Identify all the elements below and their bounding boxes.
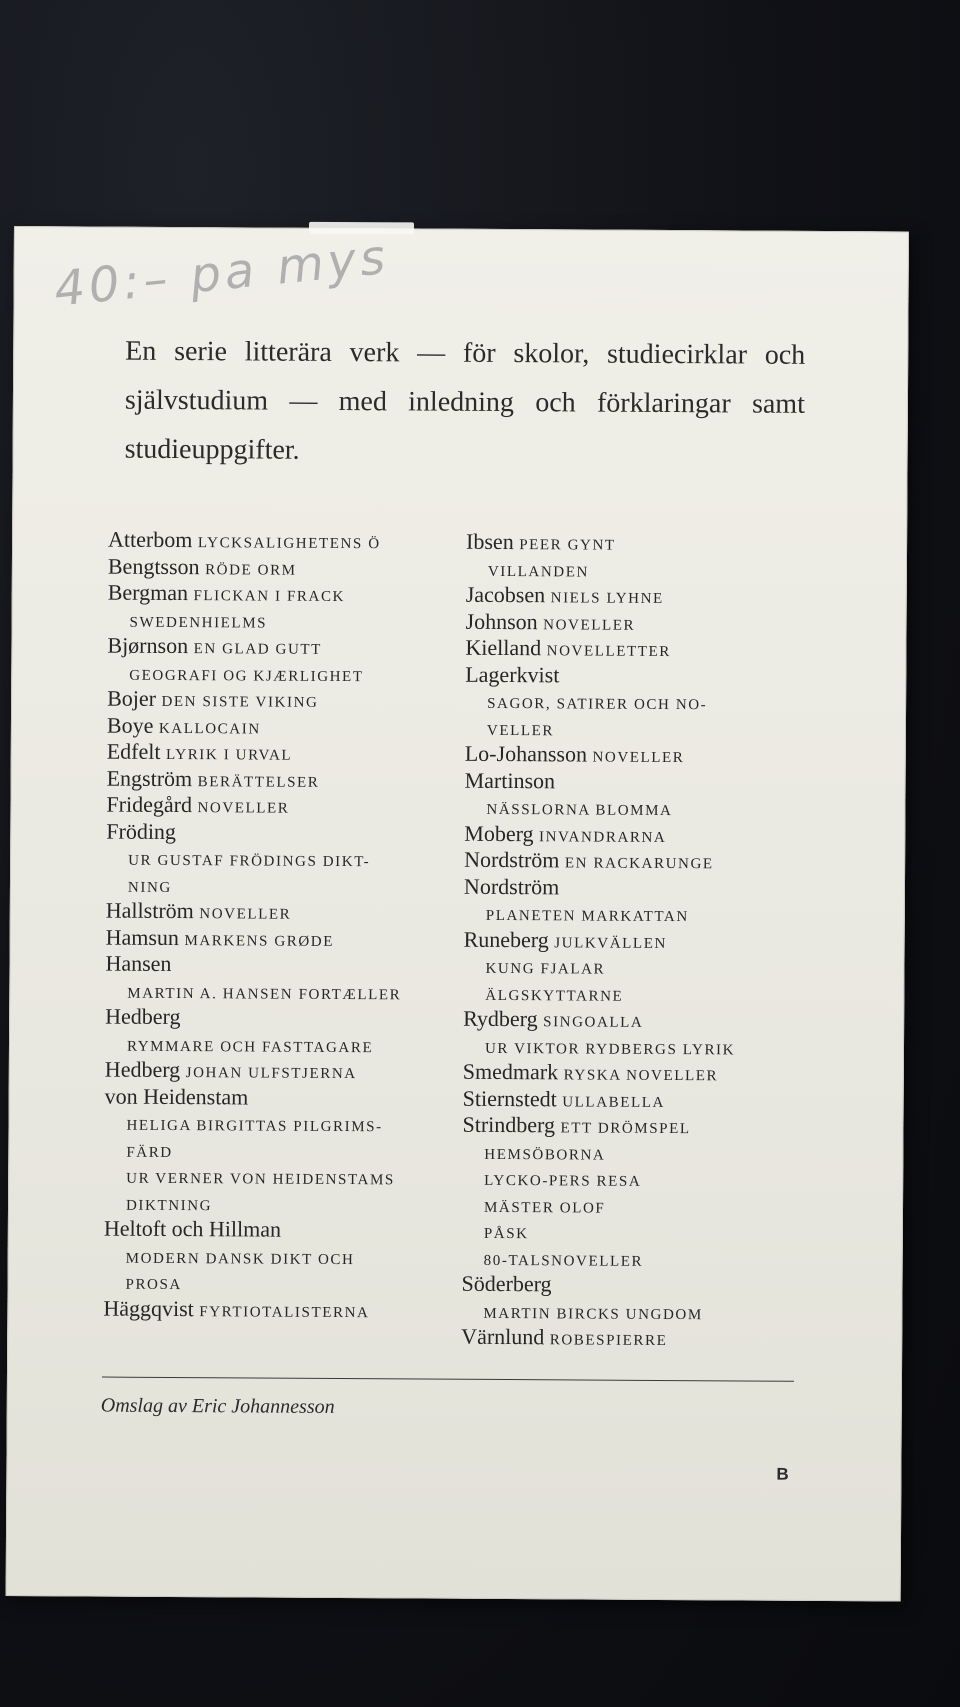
- title-entry: [462, 1218, 792, 1247]
- book-title: SAGOR, SATIRER OCH NO-: [487, 695, 708, 714]
- title-entry: [107, 686, 447, 715]
- title-entry: [105, 1030, 445, 1059]
- title-entry: [463, 1006, 793, 1035]
- author-name: Atterbom: [108, 526, 193, 553]
- book-title: ULLABELLA: [562, 1093, 666, 1111]
- title-entry: [464, 794, 794, 823]
- book-title: JULKVÄLLEN: [554, 934, 667, 952]
- title-entry: [107, 739, 447, 768]
- book-title: NOVELLER: [592, 749, 685, 767]
- author-name: von Heidenstam: [104, 1083, 249, 1109]
- title-entry: [106, 818, 446, 847]
- book-title: INVANDRARNA: [538, 828, 667, 846]
- book-title: FLICKAN I FRACK: [193, 588, 346, 606]
- corner-letter: B: [776, 1464, 789, 1484]
- book-title: MARTIN BIRCKS UNGDOM: [483, 1305, 703, 1323]
- title-entry: [105, 951, 445, 980]
- book-title: JOHAN ULFSTJERNA: [185, 1065, 357, 1083]
- title-entry: [462, 1112, 792, 1141]
- author-name: Bjørnson: [107, 632, 189, 659]
- title-entry: [106, 924, 446, 953]
- title-entry: [465, 767, 795, 796]
- title-entry: [107, 633, 447, 662]
- author-name: Stiernstedt: [462, 1085, 557, 1111]
- title-entry: [466, 582, 796, 611]
- author-name: Engström: [106, 765, 193, 791]
- title-entry: [105, 1057, 445, 1086]
- title-entry: [461, 1324, 791, 1353]
- title-entry: [462, 1244, 792, 1273]
- series-description: En serie litterära verk — för skolor, studiecirklar och självstudium — med inledning och förklaringar samt studieuppgifter.: [124, 335, 806, 466]
- book-title: NOVELLETTER: [546, 643, 671, 661]
- book-title: NOVELLER: [197, 800, 290, 817]
- book-title: HELIGA BIRGITTAS PILGRIMS-: [126, 1117, 383, 1136]
- title-list-right: [461, 529, 796, 1353]
- book-title: PROSA: [125, 1276, 182, 1294]
- title-entry: [104, 1136, 444, 1165]
- book-title: GEOGRAFI OG KJÆRLIGHET: [129, 667, 364, 685]
- author-name: Strindberg: [462, 1111, 556, 1138]
- book-title: SWEDENHIELMS: [129, 614, 268, 632]
- title-entry: [462, 1138, 792, 1167]
- book-title: 80-TALSNOVELLER: [483, 1252, 644, 1270]
- book-title: UR VERNER VON HEIDENSTAMS: [126, 1170, 395, 1189]
- book-title: UR GUSTAF FRÖDINGS DIKT-: [128, 852, 371, 871]
- author-name: Boye: [106, 712, 154, 738]
- author-name: Fröding: [106, 818, 177, 844]
- author-name: Hansen: [105, 950, 172, 976]
- title-entry: [461, 1271, 791, 1300]
- author-name: Bergman: [107, 579, 189, 606]
- author-name: Nordström: [463, 873, 560, 899]
- title-entry: [103, 1269, 443, 1298]
- author-name: Heltoft och Hillman: [103, 1215, 282, 1242]
- title-entry: [462, 1191, 792, 1220]
- title-entry: [463, 979, 793, 1008]
- title-entry: [106, 898, 446, 927]
- title-entry: [463, 1059, 793, 1088]
- title-entry: [104, 1189, 444, 1218]
- title-entry: [108, 553, 448, 582]
- book-title: RYMMARE OCH FASTTAGARE: [126, 1038, 374, 1056]
- book-title: FYRTIOTALISTERNA: [199, 1303, 370, 1321]
- book-title: MARKENS GRØDE: [184, 932, 335, 950]
- book-title: PLANETEN MARKATTAN: [485, 907, 689, 926]
- title-entry: [105, 1004, 445, 1033]
- book-title: LYCKSALIGHETENS Ö: [197, 535, 381, 553]
- author-name: Smedmark: [462, 1058, 559, 1085]
- title-entry: [106, 792, 446, 821]
- author-name: Edfelt: [106, 738, 161, 764]
- title-entry: [466, 555, 796, 584]
- title-entry: [462, 1165, 792, 1194]
- author-name: Hallström: [105, 897, 194, 924]
- author-name: Kielland: [465, 634, 542, 661]
- author-name: Runeberg: [463, 926, 549, 952]
- title-list-left: [103, 527, 448, 1324]
- book-title: KALLOCAIN: [158, 720, 261, 738]
- title-entry: [466, 529, 796, 558]
- title-entry: [104, 1163, 444, 1192]
- title-entry: [105, 1083, 445, 1112]
- title-entry: [464, 873, 794, 902]
- title-entry: [465, 741, 795, 770]
- author-name: Martinson: [464, 767, 556, 793]
- book-title: KUNG FJALAR: [485, 960, 606, 978]
- book-title: UR VIKTOR RYDBERGS LYRIK: [484, 1040, 736, 1058]
- book-title: DEN SISTE VIKING: [161, 693, 319, 711]
- cover-credit: Omslag av Eric Johannesson: [100, 1394, 335, 1418]
- book-title: RÖDE ORM: [205, 561, 297, 579]
- book-back-cover: [6, 226, 909, 1601]
- title-entry: [461, 1297, 791, 1326]
- book-title: ROBESPIERRE: [549, 1332, 668, 1350]
- title-entry: [106, 871, 446, 900]
- author-name: Ibsen: [466, 528, 514, 555]
- book-title: FÄRD: [126, 1144, 173, 1161]
- book-title: EN RACKARUNGE: [564, 855, 714, 873]
- title-entry: [104, 1242, 444, 1271]
- author-name: Nordström: [464, 846, 560, 873]
- book-title: ETT DRÖMSPEL: [560, 1120, 691, 1138]
- title-entry: [465, 635, 795, 664]
- title-entry: [108, 606, 448, 635]
- book-title: MARTIN A. HANSEN FORTÆLLER: [127, 985, 402, 1003]
- title-entry: [464, 847, 794, 876]
- title-entry: [107, 765, 447, 794]
- author-name: Häggqvist: [103, 1295, 194, 1321]
- title-entry: [466, 608, 796, 637]
- book-title: SINGOALLA: [543, 1014, 644, 1031]
- book-title: LYRIK I URVAL: [165, 746, 293, 764]
- title-entry: [108, 527, 448, 556]
- book-title: EN GLAD GUTT: [193, 641, 323, 658]
- book-title: RYSKA NOVELLER: [563, 1067, 719, 1085]
- book-title: NING: [127, 879, 172, 896]
- author-name: Moberg: [464, 820, 534, 846]
- title-entry: [463, 1032, 793, 1061]
- title-entry: [108, 580, 448, 609]
- author-name: Lagerkvist: [465, 661, 560, 687]
- author-name: Hamsun: [105, 924, 180, 950]
- book-title: NIELS LYHNE: [550, 590, 664, 607]
- divider-rule: [102, 1377, 794, 1382]
- title-entry: [105, 977, 445, 1006]
- author-name: Jacobsen: [465, 581, 546, 608]
- author-name: Lo-Johansson: [464, 740, 588, 767]
- handwritten-price: 40:– pa mys: [51, 228, 392, 318]
- book-title: MODERN DANSK DIKT OCH: [125, 1250, 355, 1268]
- author-name: Hedberg: [105, 1003, 181, 1030]
- book-title: LYCKO-PERS RESA: [484, 1172, 642, 1190]
- title-entry: [464, 926, 794, 955]
- author-name: Bengtsson: [107, 553, 200, 579]
- book-title: NÄSSLORNA BLOMMA: [486, 801, 673, 820]
- author-name: Söderberg: [461, 1270, 552, 1297]
- author-name: Johnson: [465, 608, 538, 634]
- book-title: ÄLGSKYTTARNE: [485, 987, 624, 1005]
- book-title: VELLER: [486, 722, 555, 739]
- title-entry: [104, 1216, 444, 1245]
- book-title: MÄSTER OLOF: [483, 1199, 606, 1217]
- title-entry: [464, 820, 794, 849]
- title-entry: [103, 1295, 443, 1324]
- title-entry: [464, 900, 794, 929]
- author-name: Rydberg: [463, 1005, 538, 1032]
- title-entry: [104, 1110, 444, 1139]
- book-title: HEMSÖBORNA: [484, 1146, 606, 1164]
- book-title: PEER GYNT: [519, 537, 616, 554]
- author-name: Fridegård: [106, 791, 193, 818]
- title-entry: [465, 688, 795, 717]
- title-entry: [463, 953, 793, 982]
- title-entry: [465, 661, 795, 690]
- book-title: PÅSK: [483, 1225, 529, 1243]
- book-title: BERÄTTELSER: [197, 773, 320, 791]
- title-entry: [107, 712, 447, 741]
- title-entry: [107, 659, 447, 688]
- book-title: NOVELLER: [543, 616, 636, 634]
- book-title: NOVELLER: [199, 906, 292, 923]
- title-entry: [463, 1085, 793, 1114]
- book-title: DIKTNING: [125, 1197, 213, 1214]
- author-name: Värnlund: [461, 1323, 545, 1350]
- title-entry: [106, 845, 446, 874]
- author-name: Bojer: [107, 685, 157, 711]
- book-title: VILLANDEN: [487, 563, 589, 581]
- author-name: Hedberg: [104, 1056, 181, 1083]
- title-entry: [465, 714, 795, 743]
